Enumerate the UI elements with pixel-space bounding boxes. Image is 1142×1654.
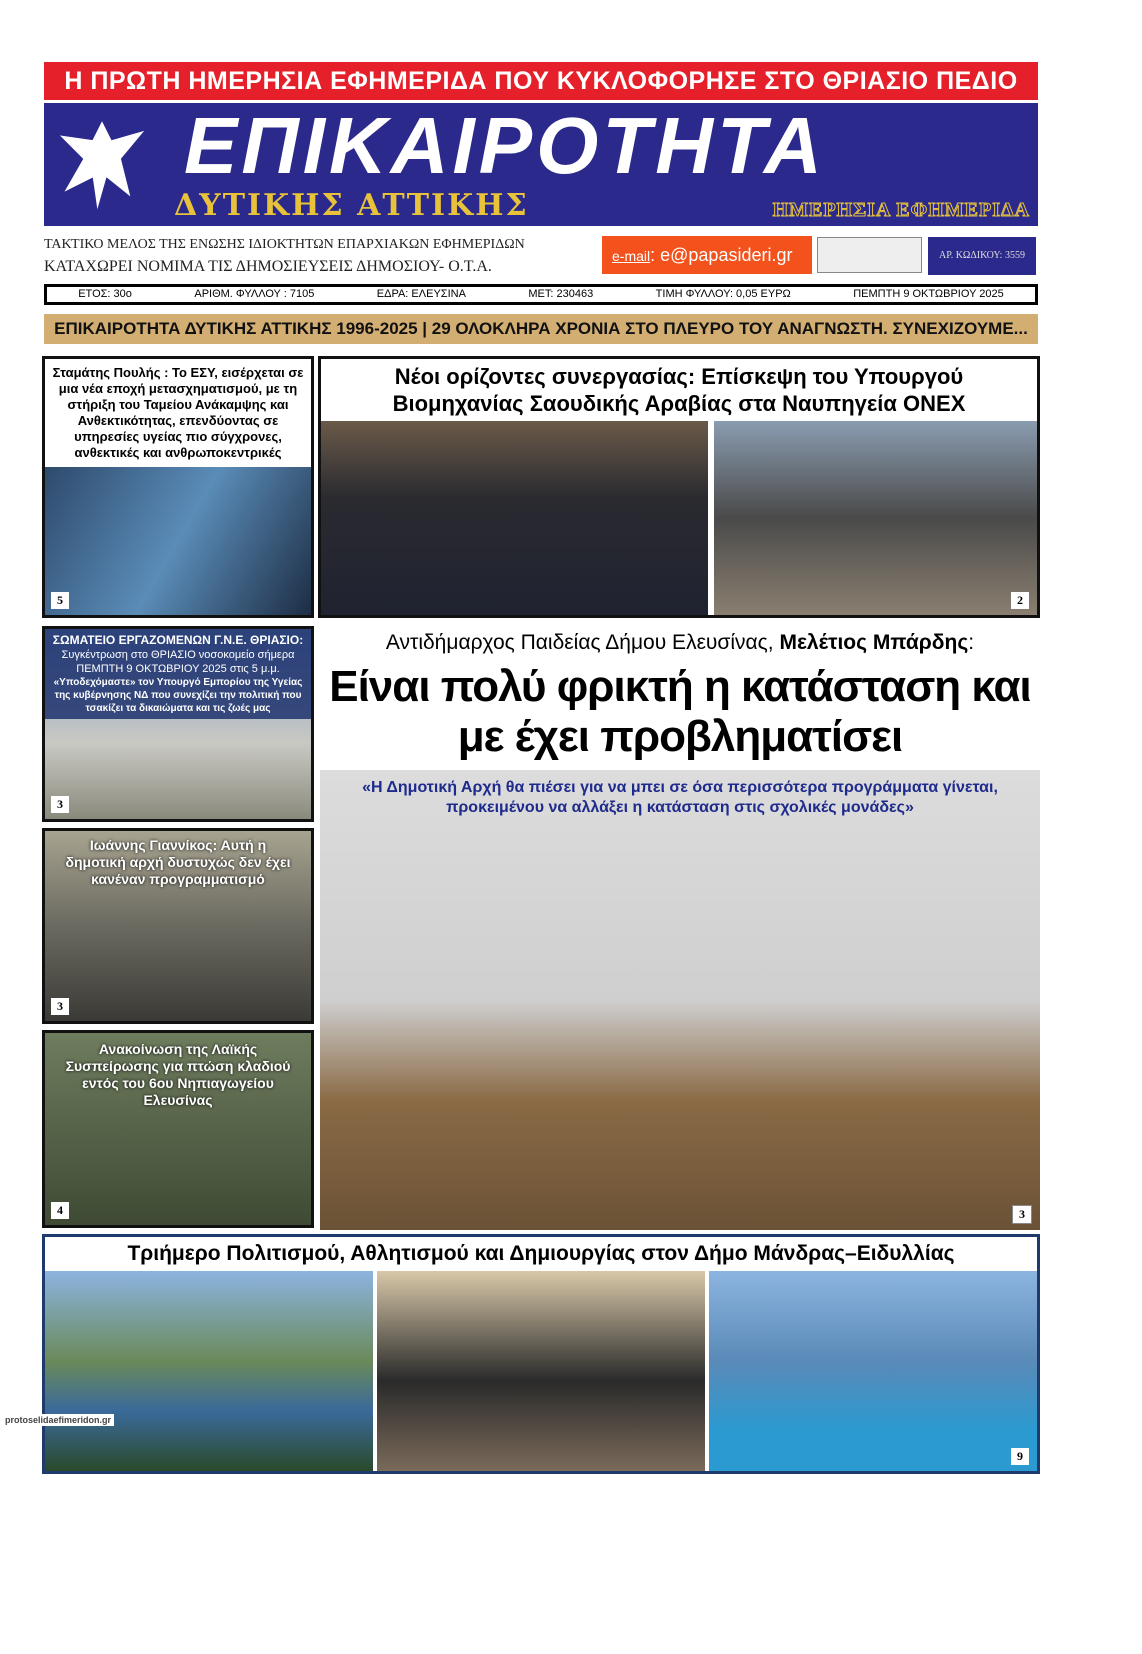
left-story-3[interactable] bbox=[42, 828, 314, 1024]
email-label: e-mail bbox=[612, 248, 651, 264]
masthead-subtitle: ΔΥΤΙΚΗΣ ΑΤΤΙΚΗΣ bbox=[174, 188, 529, 223]
story-title: Σταμάτης Πουλής : Το ΕΣΥ, εισέρχεται σε μια νέα εποχή μετασχηματισμού, με τη στήριξη του Ταμείου Ανάκαμψης και Ανθεκτικότητας, επενδύοντας σε υπηρεσίες υγείας πιο σύγχρονες, ανθεκτικές και ανθρωποκεντρικές bbox=[52, 365, 304, 460]
story-kicker bbox=[320, 626, 1040, 656]
story-subtitle: Συγκέντρωση στο ΘΡΙΑΣΙΟ νοσοκομείο σήμερα ΠΕΜΠΤΗ 9 ΟΚΤΩΒΡΙΟΥ 2025 στις 5 μ.μ. bbox=[61, 649, 295, 675]
page-number: 3 bbox=[51, 998, 69, 1015]
meta-year: ΕΤΟΣ: 30ο bbox=[78, 288, 132, 300]
page-number: 3 bbox=[51, 796, 69, 813]
meta-price: ΤΙΜΗ ΦΥΛΛΟΥ: 0,05 ΕΥΡΩ bbox=[655, 288, 791, 300]
email-address[interactable]: : e@papasideri.gr bbox=[650, 245, 793, 265]
masthead-tag: ΗΜΕΡΗΣΙΑ ΕΦΗΜΕΡΙΔΑ bbox=[772, 199, 1030, 221]
meta-issue: ΑΡΙΘΜ. ΦΥΛΛΟΥ : 7105 bbox=[194, 288, 315, 300]
page-number: 3 bbox=[1012, 1205, 1032, 1224]
page-number: 5 bbox=[51, 592, 69, 609]
email-box[interactable] bbox=[602, 236, 812, 274]
main-story[interactable] bbox=[320, 626, 1040, 1230]
story-photo bbox=[321, 421, 708, 615]
kicker-name: Μελέτιος Μπάρδης bbox=[779, 631, 969, 654]
story-photo bbox=[714, 421, 1037, 615]
story-photo bbox=[45, 1271, 373, 1471]
watermark: protoselidaefimeridon.gr bbox=[2, 1414, 114, 1426]
story-title: Ιωάννης Γιαννίκος: Αυτή η δημοτική αρχή δυστυχώς δεν έχει κανέναν προγραμματισμό bbox=[65, 837, 291, 887]
story-title: Τριήμερο Πολιτισμού, Αθλητισμού και Δημιουργίας στον Δήμο Μάνδρας–Ειδυλλίας bbox=[127, 1242, 955, 1265]
meta-met: ΜΕΤ: 230463 bbox=[528, 288, 594, 300]
left-story-4[interactable] bbox=[42, 1030, 314, 1228]
left-story-1[interactable] bbox=[42, 356, 314, 618]
info-line: ΚΑΤΑΧΩΡΕΙ ΝΟΜΙΜΑ ΤΙΣ ΔΗΜΟΣΙΕΥΣΕΙΣ ΔΗΜΟΣΙΟΥ- Ο.Τ.Α. bbox=[44, 258, 492, 275]
issue-meta-bar bbox=[44, 284, 1038, 305]
anniversary-banner: ΕΠΙΚΑΙΡΟΤΗΤΑ ΔΥΤΙΚΗΣ ΑΤΤΙΚΗΣ 1996-2025 | 29 ΟΛΟΚΛΗΡΑ ΧΡΟΝΙΑ ΣΤΟ ΠΛΕΥΡΟ ΤΟΥ ΑΝΑΓΝΩΣΤΗ. ΣΥΝΕΧΙΖΟΥΜΕ... bbox=[44, 314, 1038, 344]
main-photo bbox=[320, 770, 1040, 1230]
info-line: ΤΑΚΤΙΚΟ ΜΕΛΟΣ ΤΗΣ ΕΝΩΣΗΣ ΙΔΙΟΚΤΗΤΩΝ ΕΠΑΡΧΙΑΚΩΝ ΕΦΗΜΕΡΙΔΩΝ bbox=[44, 237, 525, 252]
masthead bbox=[44, 103, 1038, 226]
kicker-end: : bbox=[968, 631, 975, 654]
page-number: 4 bbox=[51, 1202, 69, 1219]
story-title: ΣΩΜΑΤΕΙΟ ΕΡΓΑΖΟΜΕΝΩΝ Γ.Ν.Ε. ΘΡΙΑΣΙΟ: bbox=[52, 633, 304, 647]
story-photo bbox=[45, 467, 311, 615]
eagle-logo-icon bbox=[52, 109, 152, 219]
membership-info bbox=[44, 234, 525, 278]
left-story-2[interactable] bbox=[42, 626, 314, 822]
main-quote: «Η Δημοτική Αρχή θα πιέσει για να μπει σε όσα περισσότερα προγράμματα γίνεται, προκειμένου να αλλάξει η κατάσταση στις σχολικές μονάδες» bbox=[362, 779, 998, 816]
story-photo bbox=[709, 1271, 1037, 1471]
meta-date: ΠΕΜΠΤΗ 9 ΟΚΤΩΒΡΙΟΥ 2025 bbox=[853, 288, 1004, 300]
association-logos-icon bbox=[817, 237, 922, 273]
main-headline: Είναι πολύ φρικτή η κατάσταση και με έχει προβληματίσει bbox=[329, 662, 1031, 761]
story-title: Νέοι ορίζοντες συνεργασίας: Επίσκεψη του Υπουργού Βιομηχανίας Σαουδικής Αραβίας στα Ναυπηγεία ΟΝΕΧ bbox=[392, 364, 966, 416]
bottom-story[interactable] bbox=[42, 1234, 1040, 1474]
masthead-title: ΕΠΙΚΑΙΡΟΤΗΤΑ bbox=[184, 101, 826, 190]
code-box: ΑΡ. ΚΩΔΙΚΟΥ: 3559 bbox=[928, 237, 1036, 275]
top-story[interactable] bbox=[318, 356, 1040, 618]
page-number: 9 bbox=[1011, 1448, 1029, 1465]
story-title: Ανακοίνωση της Λαϊκής Συσπείρωσης για πτώση κλαδιού εντός του 6ου Νηπιαγωγείου Ελευσίνας bbox=[65, 1041, 291, 1108]
meta-seat: ΕΔΡΑ: ΕΛΕΥΣΙΝΑ bbox=[376, 288, 466, 300]
story-quote: «Υποδεχόμαστε» τον Υπουργό Εμπορίου της Υγείας της κυβέρνησης ΝΔ που συνεχίζει την πολιτική που τσακίζει τα δικαιώματα και τις ζωές μας bbox=[53, 677, 303, 714]
story-photo bbox=[377, 1271, 705, 1471]
top-banner: Η ΠΡΩΤΗ ΗΜΕΡΗΣΙΑ ΕΦΗΜΕΡΙΔΑ ΠΟΥ ΚΥΚΛΟΦΟΡΗΣΕ ΣΤΟ ΘΡΙΑΣΙΟ ΠΕΔΙΟ bbox=[44, 62, 1038, 100]
page-number: 2 bbox=[1011, 592, 1029, 609]
kicker-text: Αντιδήμαρχος Παιδείας Δήμου Ελευσίνας, bbox=[385, 631, 780, 654]
